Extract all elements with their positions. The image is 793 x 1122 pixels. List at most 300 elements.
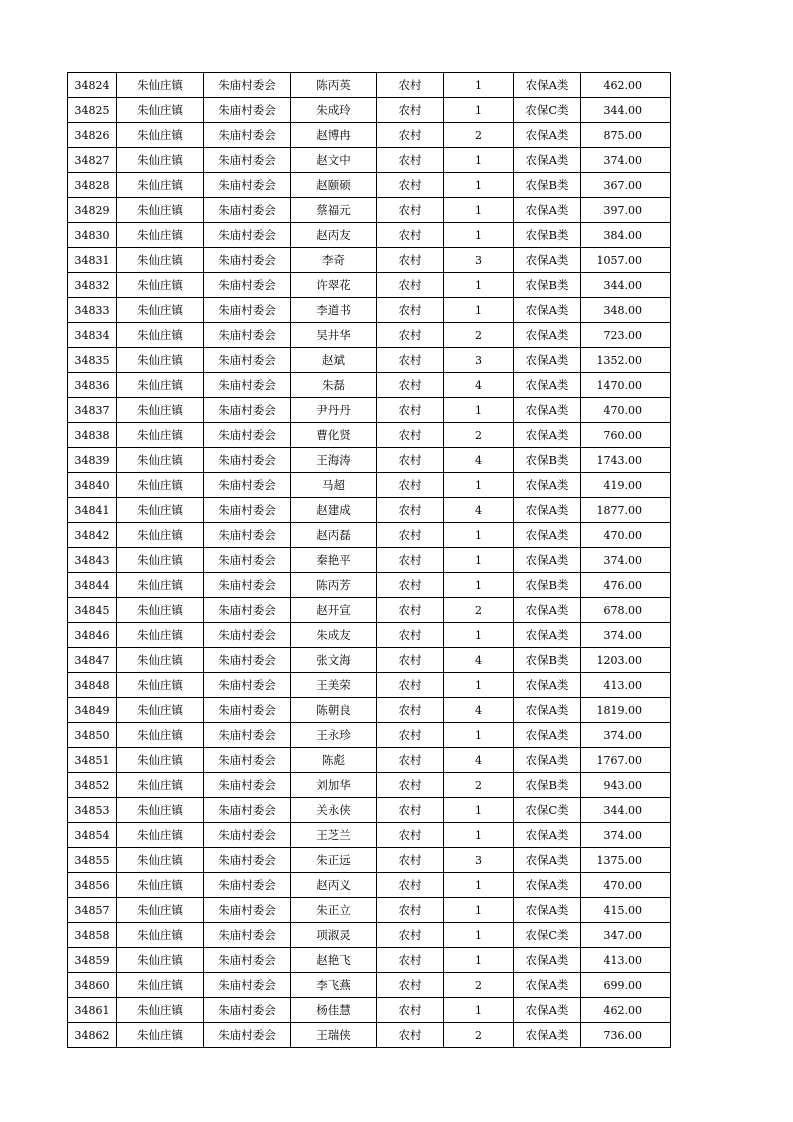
cell-id: 34825 <box>68 98 117 123</box>
cell-id: 34844 <box>68 573 117 598</box>
cell-village: 朱庙村委会 <box>204 173 291 198</box>
cell-town: 朱仙庄镇 <box>117 298 204 323</box>
cell-person-count: 1 <box>444 798 514 823</box>
cell-household-type: 农村 <box>377 523 444 548</box>
cell-town: 朱仙庄镇 <box>117 573 204 598</box>
cell-household-type: 农村 <box>377 773 444 798</box>
cell-name: 朱磊 <box>291 373 377 398</box>
cell-person-count: 4 <box>444 698 514 723</box>
cell-village: 朱庙村委会 <box>204 473 291 498</box>
table-row <box>68 373 671 398</box>
cell-id: 34846 <box>68 623 117 648</box>
cell-name: 赵博冉 <box>291 123 377 148</box>
cell-name: 陈彪 <box>291 748 377 773</box>
cell-name: 吴井华 <box>291 323 377 348</box>
cell-village: 朱庙村委会 <box>204 823 291 848</box>
cell-category: 农保A类 <box>514 873 581 898</box>
cell-category: 农保A类 <box>514 348 581 373</box>
cell-person-count: 2 <box>444 973 514 998</box>
cell-village: 朱庙村委会 <box>204 873 291 898</box>
cell-category: 农保C类 <box>514 798 581 823</box>
cell-town: 朱仙庄镇 <box>117 73 204 98</box>
cell-household-type: 农村 <box>377 323 444 348</box>
cell-amount: 374.00 <box>581 723 671 748</box>
cell-name: 朱成友 <box>291 623 377 648</box>
cell-category: 农保B类 <box>514 173 581 198</box>
cell-name: 陈丙英 <box>291 73 377 98</box>
cell-village: 朱庙村委会 <box>204 923 291 948</box>
cell-household-type: 农村 <box>377 148 444 173</box>
table-row <box>68 698 671 723</box>
cell-amount: 1057.00 <box>581 248 671 273</box>
table-row <box>68 273 671 298</box>
table-row <box>68 148 671 173</box>
cell-town: 朱仙庄镇 <box>117 598 204 623</box>
cell-household-type: 农村 <box>377 73 444 98</box>
cell-town: 朱仙庄镇 <box>117 323 204 348</box>
cell-amount: 415.00 <box>581 898 671 923</box>
table-row <box>68 873 671 898</box>
cell-village: 朱庙村委会 <box>204 398 291 423</box>
cell-village: 朱庙村委会 <box>204 948 291 973</box>
cell-household-type: 农村 <box>377 398 444 423</box>
cell-village: 朱庙村委会 <box>204 573 291 598</box>
table-row <box>68 548 671 573</box>
cell-town: 朱仙庄镇 <box>117 173 204 198</box>
cell-category: 农保C类 <box>514 98 581 123</box>
cell-id: 34843 <box>68 548 117 573</box>
cell-person-count: 1 <box>444 823 514 848</box>
cell-person-count: 2 <box>444 123 514 148</box>
cell-town: 朱仙庄镇 <box>117 898 204 923</box>
table-row <box>68 723 671 748</box>
cell-category: 农保A类 <box>514 123 581 148</box>
cell-amount: 1375.00 <box>581 848 671 873</box>
cell-person-count: 1 <box>444 673 514 698</box>
cell-id: 34827 <box>68 148 117 173</box>
cell-id: 34842 <box>68 523 117 548</box>
cell-amount: 1819.00 <box>581 698 671 723</box>
document-page <box>67 72 671 1048</box>
cell-person-count: 2 <box>444 1023 514 1048</box>
cell-household-type: 农村 <box>377 998 444 1023</box>
cell-name: 朱正远 <box>291 848 377 873</box>
cell-village: 朱庙村委会 <box>204 498 291 523</box>
cell-amount: 1203.00 <box>581 648 671 673</box>
cell-household-type: 农村 <box>377 548 444 573</box>
cell-person-count: 1 <box>444 398 514 423</box>
cell-person-count: 2 <box>444 598 514 623</box>
cell-village: 朱庙村委会 <box>204 1023 291 1048</box>
cell-category: 农保A类 <box>514 323 581 348</box>
cell-category: 农保A类 <box>514 898 581 923</box>
cell-id: 34852 <box>68 773 117 798</box>
cell-name: 刘加华 <box>291 773 377 798</box>
cell-town: 朱仙庄镇 <box>117 973 204 998</box>
cell-amount: 397.00 <box>581 198 671 223</box>
cell-village: 朱庙村委会 <box>204 198 291 223</box>
cell-village: 朱庙村委会 <box>204 998 291 1023</box>
table-row <box>68 648 671 673</box>
cell-name: 许翠花 <box>291 273 377 298</box>
cell-category: 农保B类 <box>514 448 581 473</box>
cell-town: 朱仙庄镇 <box>117 548 204 573</box>
cell-household-type: 农村 <box>377 823 444 848</box>
cell-village: 朱庙村委会 <box>204 123 291 148</box>
cell-village: 朱庙村委会 <box>204 248 291 273</box>
cell-person-count: 1 <box>444 273 514 298</box>
cell-town: 朱仙庄镇 <box>117 223 204 248</box>
cell-person-count: 1 <box>444 623 514 648</box>
cell-id: 34851 <box>68 748 117 773</box>
table-row <box>68 848 671 873</box>
cell-name: 赵艳飞 <box>291 948 377 973</box>
cell-name: 王芝兰 <box>291 823 377 848</box>
cell-category: 农保B类 <box>514 648 581 673</box>
cell-amount: 470.00 <box>581 873 671 898</box>
cell-person-count: 3 <box>444 248 514 273</box>
cell-person-count: 1 <box>444 173 514 198</box>
cell-household-type: 农村 <box>377 573 444 598</box>
table-row <box>68 673 671 698</box>
cell-town: 朱仙庄镇 <box>117 998 204 1023</box>
table-row <box>68 798 671 823</box>
cell-person-count: 4 <box>444 648 514 673</box>
cell-household-type: 农村 <box>377 698 444 723</box>
table-row <box>68 223 671 248</box>
cell-village: 朱庙村委会 <box>204 98 291 123</box>
cell-town: 朱仙庄镇 <box>117 773 204 798</box>
cell-category: 农保B类 <box>514 573 581 598</box>
cell-household-type: 农村 <box>377 923 444 948</box>
cell-amount: 1743.00 <box>581 448 671 473</box>
cell-person-count: 3 <box>444 348 514 373</box>
cell-name: 赵丙友 <box>291 223 377 248</box>
cell-id: 34835 <box>68 348 117 373</box>
cell-village: 朱庙村委会 <box>204 523 291 548</box>
cell-town: 朱仙庄镇 <box>117 123 204 148</box>
table-row <box>68 948 671 973</box>
cell-town: 朱仙庄镇 <box>117 723 204 748</box>
cell-amount: 476.00 <box>581 573 671 598</box>
cell-village: 朱庙村委会 <box>204 648 291 673</box>
cell-id: 34857 <box>68 898 117 923</box>
cell-town: 朱仙庄镇 <box>117 498 204 523</box>
cell-village: 朱庙村委会 <box>204 848 291 873</box>
cell-village: 朱庙村委会 <box>204 623 291 648</box>
table-row <box>68 773 671 798</box>
cell-person-count: 1 <box>444 548 514 573</box>
cell-category: 农保B类 <box>514 773 581 798</box>
cell-person-count: 2 <box>444 323 514 348</box>
table-row <box>68 98 671 123</box>
cell-amount: 344.00 <box>581 273 671 298</box>
cell-name: 尹丹丹 <box>291 398 377 423</box>
cell-amount: 374.00 <box>581 823 671 848</box>
cell-amount: 374.00 <box>581 148 671 173</box>
cell-household-type: 农村 <box>377 98 444 123</box>
table-row <box>68 998 671 1023</box>
cell-id: 34847 <box>68 648 117 673</box>
cell-name: 李奇 <box>291 248 377 273</box>
cell-household-type: 农村 <box>377 123 444 148</box>
cell-amount: 413.00 <box>581 673 671 698</box>
table-row <box>68 598 671 623</box>
cell-amount: 344.00 <box>581 98 671 123</box>
cell-id: 34850 <box>68 723 117 748</box>
cell-person-count: 2 <box>444 773 514 798</box>
cell-household-type: 农村 <box>377 348 444 373</box>
cell-id: 34826 <box>68 123 117 148</box>
cell-town: 朱仙庄镇 <box>117 623 204 648</box>
cell-village: 朱庙村委会 <box>204 673 291 698</box>
cell-name: 赵文中 <box>291 148 377 173</box>
cell-name: 朱正立 <box>291 898 377 923</box>
cell-village: 朱庙村委会 <box>204 448 291 473</box>
cell-category: 农保A类 <box>514 1023 581 1048</box>
cell-village: 朱庙村委会 <box>204 598 291 623</box>
cell-id: 34830 <box>68 223 117 248</box>
cell-person-count: 1 <box>444 723 514 748</box>
table-row <box>68 573 671 598</box>
cell-household-type: 农村 <box>377 598 444 623</box>
cell-village: 朱庙村委会 <box>204 273 291 298</box>
cell-category: 农保A类 <box>514 748 581 773</box>
cell-id: 34833 <box>68 298 117 323</box>
cell-amount: 462.00 <box>581 73 671 98</box>
cell-amount: 348.00 <box>581 298 671 323</box>
cell-name: 赵斌 <box>291 348 377 373</box>
cell-category: 农保A类 <box>514 823 581 848</box>
table-row <box>68 898 671 923</box>
cell-town: 朱仙庄镇 <box>117 98 204 123</box>
cell-village: 朱庙村委会 <box>204 323 291 348</box>
cell-id: 34841 <box>68 498 117 523</box>
cell-category: 农保A类 <box>514 198 581 223</box>
table-row <box>68 748 671 773</box>
cell-village: 朱庙村委会 <box>204 798 291 823</box>
cell-household-type: 农村 <box>377 848 444 873</box>
cell-person-count: 1 <box>444 473 514 498</box>
cell-town: 朱仙庄镇 <box>117 698 204 723</box>
cell-name: 秦艳平 <box>291 548 377 573</box>
cell-town: 朱仙庄镇 <box>117 373 204 398</box>
cell-category: 农保A类 <box>514 298 581 323</box>
cell-village: 朱庙村委会 <box>204 698 291 723</box>
cell-category: 农保A类 <box>514 473 581 498</box>
cell-id: 34829 <box>68 198 117 223</box>
cell-person-count: 4 <box>444 373 514 398</box>
table-row <box>68 1023 671 1048</box>
cell-household-type: 农村 <box>377 248 444 273</box>
table-row <box>68 323 671 348</box>
cell-person-count: 1 <box>444 948 514 973</box>
cell-household-type: 农村 <box>377 473 444 498</box>
cell-village: 朱庙村委会 <box>204 73 291 98</box>
table-row <box>68 298 671 323</box>
cell-town: 朱仙庄镇 <box>117 948 204 973</box>
cell-category: 农保A类 <box>514 998 581 1023</box>
cell-category: 农保A类 <box>514 398 581 423</box>
cell-id: 34848 <box>68 673 117 698</box>
cell-town: 朱仙庄镇 <box>117 248 204 273</box>
cell-amount: 470.00 <box>581 398 671 423</box>
cell-village: 朱庙村委会 <box>204 298 291 323</box>
cell-name: 杨佳慧 <box>291 998 377 1023</box>
cell-amount: 699.00 <box>581 973 671 998</box>
cell-person-count: 4 <box>444 448 514 473</box>
cell-household-type: 农村 <box>377 798 444 823</box>
cell-household-type: 农村 <box>377 423 444 448</box>
cell-town: 朱仙庄镇 <box>117 348 204 373</box>
cell-person-count: 1 <box>444 923 514 948</box>
cell-category: 农保A类 <box>514 948 581 973</box>
cell-name: 项淑灵 <box>291 923 377 948</box>
cell-town: 朱仙庄镇 <box>117 1023 204 1048</box>
cell-household-type: 农村 <box>377 623 444 648</box>
cell-category: 农保A类 <box>514 523 581 548</box>
cell-category: 农保A类 <box>514 498 581 523</box>
table-row <box>68 823 671 848</box>
cell-id: 34828 <box>68 173 117 198</box>
cell-amount: 678.00 <box>581 598 671 623</box>
cell-village: 朱庙村委会 <box>204 773 291 798</box>
cell-category: 农保A类 <box>514 623 581 648</box>
cell-amount: 1877.00 <box>581 498 671 523</box>
cell-category: 农保A类 <box>514 698 581 723</box>
cell-id: 34837 <box>68 398 117 423</box>
cell-household-type: 农村 <box>377 173 444 198</box>
cell-id: 34840 <box>68 473 117 498</box>
cell-town: 朱仙庄镇 <box>117 398 204 423</box>
cell-name: 李道书 <box>291 298 377 323</box>
cell-name: 赵开宣 <box>291 598 377 623</box>
cell-id: 34838 <box>68 423 117 448</box>
cell-amount: 374.00 <box>581 548 671 573</box>
cell-amount: 760.00 <box>581 423 671 448</box>
cell-amount: 462.00 <box>581 998 671 1023</box>
cell-person-count: 1 <box>444 198 514 223</box>
table-row <box>68 473 671 498</box>
cell-id: 34839 <box>68 448 117 473</box>
cell-category: 农保A类 <box>514 973 581 998</box>
table-row <box>68 398 671 423</box>
cell-id: 34856 <box>68 873 117 898</box>
cell-town: 朱仙庄镇 <box>117 423 204 448</box>
allowance-table <box>67 72 671 1048</box>
cell-id: 34834 <box>68 323 117 348</box>
cell-category: 农保B类 <box>514 273 581 298</box>
table-row <box>68 423 671 448</box>
cell-village: 朱庙村委会 <box>204 723 291 748</box>
cell-name: 赵颐硕 <box>291 173 377 198</box>
cell-amount: 1767.00 <box>581 748 671 773</box>
cell-person-count: 1 <box>444 148 514 173</box>
cell-household-type: 农村 <box>377 1023 444 1048</box>
cell-category: 农保A类 <box>514 673 581 698</box>
cell-category: 农保A类 <box>514 598 581 623</box>
cell-id: 34831 <box>68 248 117 273</box>
cell-town: 朱仙庄镇 <box>117 823 204 848</box>
cell-id: 34832 <box>68 273 117 298</box>
cell-household-type: 农村 <box>377 198 444 223</box>
cell-household-type: 农村 <box>377 673 444 698</box>
cell-category: 农保A类 <box>514 73 581 98</box>
cell-person-count: 4 <box>444 748 514 773</box>
cell-name: 陈丙芳 <box>291 573 377 598</box>
cell-amount: 723.00 <box>581 323 671 348</box>
cell-name: 王海涛 <box>291 448 377 473</box>
cell-person-count: 1 <box>444 98 514 123</box>
cell-household-type: 农村 <box>377 723 444 748</box>
table-row <box>68 498 671 523</box>
cell-town: 朱仙庄镇 <box>117 273 204 298</box>
cell-amount: 374.00 <box>581 623 671 648</box>
cell-town: 朱仙庄镇 <box>117 848 204 873</box>
cell-name: 王美荣 <box>291 673 377 698</box>
cell-town: 朱仙庄镇 <box>117 748 204 773</box>
cell-town: 朱仙庄镇 <box>117 148 204 173</box>
cell-village: 朱庙村委会 <box>204 373 291 398</box>
cell-name: 曹化贤 <box>291 423 377 448</box>
cell-name: 王永珍 <box>291 723 377 748</box>
cell-household-type: 农村 <box>377 373 444 398</box>
table-row <box>68 123 671 148</box>
cell-amount: 419.00 <box>581 473 671 498</box>
cell-town: 朱仙庄镇 <box>117 923 204 948</box>
cell-person-count: 1 <box>444 298 514 323</box>
cell-amount: 367.00 <box>581 173 671 198</box>
cell-person-count: 1 <box>444 898 514 923</box>
cell-category: 农保A类 <box>514 723 581 748</box>
table-row <box>68 73 671 98</box>
cell-id: 34861 <box>68 998 117 1023</box>
table-row <box>68 198 671 223</box>
cell-id: 34854 <box>68 823 117 848</box>
cell-amount: 736.00 <box>581 1023 671 1048</box>
cell-id: 34836 <box>68 373 117 398</box>
cell-household-type: 农村 <box>377 748 444 773</box>
cell-name: 赵丙义 <box>291 873 377 898</box>
table-row <box>68 623 671 648</box>
cell-village: 朱庙村委会 <box>204 348 291 373</box>
cell-amount: 347.00 <box>581 923 671 948</box>
table-body <box>68 73 671 1048</box>
cell-town: 朱仙庄镇 <box>117 673 204 698</box>
cell-name: 赵丙磊 <box>291 523 377 548</box>
table-row <box>68 448 671 473</box>
table-row <box>68 523 671 548</box>
cell-amount: 1470.00 <box>581 373 671 398</box>
cell-category: 农保A类 <box>514 423 581 448</box>
cell-category: 农保B类 <box>514 223 581 248</box>
cell-person-count: 2 <box>444 423 514 448</box>
cell-household-type: 农村 <box>377 223 444 248</box>
cell-name: 蔡福元 <box>291 198 377 223</box>
cell-name: 马超 <box>291 473 377 498</box>
cell-category: 农保A类 <box>514 248 581 273</box>
cell-person-count: 4 <box>444 498 514 523</box>
cell-town: 朱仙庄镇 <box>117 798 204 823</box>
cell-person-count: 1 <box>444 998 514 1023</box>
cell-village: 朱庙村委会 <box>204 973 291 998</box>
cell-category: 农保A类 <box>514 848 581 873</box>
cell-town: 朱仙庄镇 <box>117 873 204 898</box>
cell-household-type: 农村 <box>377 898 444 923</box>
cell-household-type: 农村 <box>377 498 444 523</box>
cell-household-type: 农村 <box>377 448 444 473</box>
cell-id: 34853 <box>68 798 117 823</box>
